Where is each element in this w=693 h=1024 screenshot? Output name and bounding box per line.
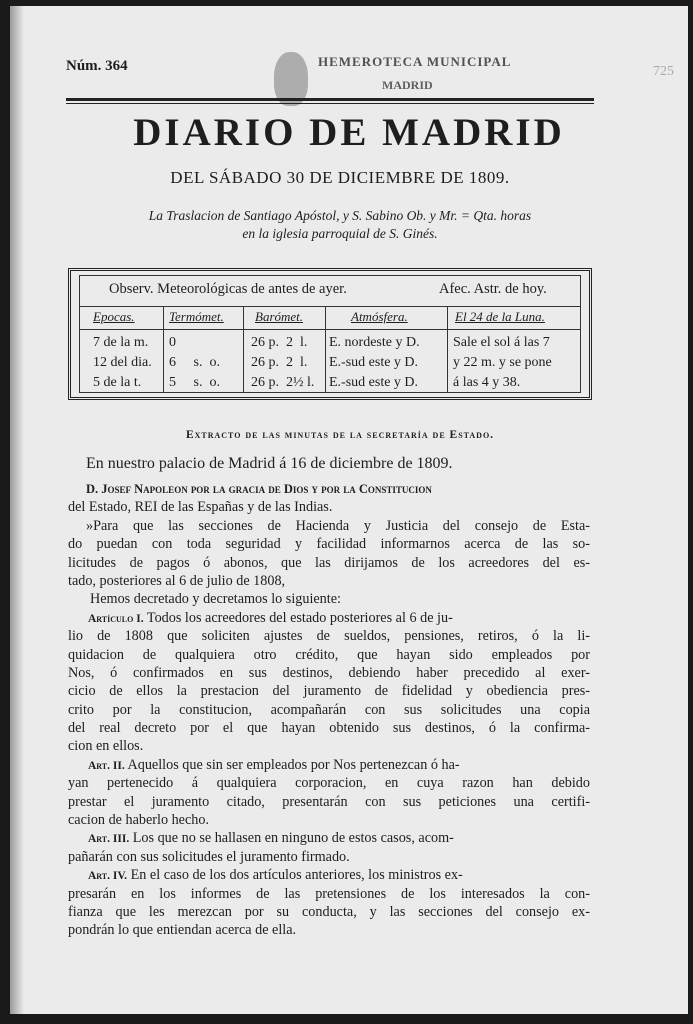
- meteorological-table: [68, 268, 592, 400]
- paragraph-line: pañarán con sus solicitudes el juramento firmado.: [68, 848, 350, 865]
- col-header-baromet: Barómet.: [255, 309, 304, 324]
- decree-intro: D. Josef Napoleon por la gracia de Dios y por la Constitucion: [86, 482, 432, 496]
- issue-number: Núm. 364: [66, 58, 128, 74]
- paragraph-line: cacion de haberlo hecho.: [68, 812, 210, 829]
- table-cell-termo: 5 s. o.: [169, 375, 220, 390]
- paragraph-line: cicio de ellos la prestacion del juramento de fidelidad y obediencia pres-: [68, 683, 590, 700]
- paragraph-line: licitudes de pagos ó abonos, que las dirijamos de los acreedores del es-: [68, 554, 590, 571]
- header-rule: [66, 98, 594, 104]
- stamp-text-line2: MADRID: [382, 78, 433, 92]
- col-header-atmosfera: Atmósfera.: [351, 309, 408, 324]
- article-first-line: [68, 609, 590, 627]
- table-rule: [79, 329, 581, 330]
- place-date-line: En nuestro palacio de Madrid á 16 de diciembre de 1809.: [86, 455, 453, 472]
- table-rule: [79, 306, 581, 307]
- table-cell-termo: 6 s. o.: [169, 355, 220, 370]
- col-header-termomet: Termómet.: [169, 309, 224, 324]
- table-cell-atmos: E.-sud este y D.: [329, 375, 419, 390]
- paragraph-line: yan pertenecido á qualquiera corporacion, en cuya razon han debido: [68, 775, 590, 792]
- table-cell-baro: 26 p. 2 l.: [251, 355, 308, 370]
- paragraph-line: do puedan con toda seguridad y facilidad informarnos acerca de las so-: [68, 536, 590, 553]
- paragraph-line: pondrán lo que entiendan acerca de ella.: [68, 922, 297, 939]
- newspaper-page: [10, 6, 688, 1014]
- stamp-text-line1: HEMEROTECA MUNICIPAL: [318, 54, 512, 69]
- column-divider: [243, 306, 244, 393]
- paragraph-line: En el caso de los dos artículos anteriores, los ministros ex-: [130, 867, 463, 884]
- paragraph-line: Aquellos que sin ser empleados por Nos pertenezcan ó ha-: [127, 756, 460, 773]
- paragraph-line: prestar el juramento citado, presentarán con sus peticiones una certifi-: [68, 793, 590, 810]
- table-cell-epoca: 12 del dia.: [93, 355, 152, 370]
- saints-line: La Traslacion de Santiago Apóstol, y S. Sabino Ob. y Mr. = Qta. horas: [148, 208, 532, 223]
- saints-notice: [70, 207, 610, 243]
- article-first-line: [68, 829, 590, 847]
- paragraph-line: tado, posteriores al 6 de julio de 1808,: [68, 572, 286, 589]
- article-label: Art. II.: [88, 759, 125, 772]
- dateline: DEL SÁBADO 30 DE DICIEMBRE DE 1809.: [170, 168, 510, 187]
- table-cell-epoca: 5 de la t.: [93, 375, 142, 390]
- article-label: Artículo I.: [88, 612, 144, 625]
- col-header-epocas: Epocas.: [93, 309, 135, 324]
- table-cell-baro: 26 p. 2 l.: [251, 335, 308, 350]
- section-heading: Extracto de las minutas de la secretaría de Estado.: [185, 429, 495, 441]
- table-cell-luna: á las 4 y 38.: [453, 375, 521, 390]
- meteo-heading: Observ. Meteorológicas de antes de ayer.: [109, 281, 347, 297]
- astro-heading: Afec. Astr. de hoy.: [439, 281, 547, 297]
- paragraph-line: presarán en los informes de las pretensiones de los interesados la con-: [68, 885, 590, 902]
- decree-intro: del Estado, REI de las Españas y de las Indias.: [68, 499, 333, 516]
- table-cell-baro: 26 p. 2½ l.: [251, 375, 315, 390]
- col-header-luna: El 24 de la Luna.: [455, 309, 545, 324]
- masthead-title: DIARIO DE MADRID: [133, 111, 565, 154]
- page-number: 725: [653, 64, 674, 79]
- saints-line: en la iglesia parroquial de S. Ginés.: [242, 226, 438, 241]
- article-first-line: [68, 866, 590, 884]
- paragraph-line: lio de 1808 que soliciten ajustes de sueldos, pensiones, retiros, ó la li-: [68, 628, 590, 645]
- table-cell-luna: y 22 m. y se pone: [453, 355, 552, 370]
- paragraph-line: crito por la constitucion, acompañarán con sus solicitudes una copia: [68, 701, 590, 718]
- table-cell-termo: 0: [169, 335, 176, 350]
- paragraph-line: quidacion de qualquiera otro crédito, que hayan sido empleados por: [68, 646, 590, 663]
- article-label: Art. III.: [88, 833, 130, 846]
- article-label: Art. IV.: [88, 870, 128, 883]
- column-divider: [447, 306, 448, 393]
- table-cell-atmos: E.-sud este y D.: [329, 355, 419, 370]
- paragraph-line: cion en ellos.: [68, 738, 144, 755]
- paragraph-line: Todos los acreedores del estado posteriores al 6 de ju-: [146, 609, 453, 626]
- table-cell-atmos: E. nordeste y D.: [329, 335, 420, 350]
- paragraph-line: Hemos decretado y decretamos lo siguiente:: [90, 591, 341, 608]
- page-edge-shadow: [10, 6, 24, 1014]
- table-cell-luna: Sale el sol á las 7: [453, 335, 550, 350]
- column-divider: [325, 306, 326, 393]
- paragraph-line: del real decreto por el que hayan obtenido sus destinos, ó la confirma-: [68, 720, 590, 737]
- paragraph-line: Los que no se hallasen en ninguno de estos casos, acom-: [132, 830, 454, 847]
- paragraph-line: Nos, ó confirmados en sus destinos, debiendo haber precedido al exer-: [68, 664, 590, 681]
- table-cell-epoca: 7 de la m.: [93, 335, 149, 350]
- decree-body: [68, 480, 590, 940]
- column-divider: [163, 306, 164, 393]
- paragraph-line: »Para que las secciones de Hacienda y Justicia del consejo de Esta-: [86, 517, 590, 534]
- article-first-line: [68, 756, 590, 774]
- paragraph-line: fianza que les merezcan por su conducta, y las secciones del consejo ex-: [68, 903, 590, 920]
